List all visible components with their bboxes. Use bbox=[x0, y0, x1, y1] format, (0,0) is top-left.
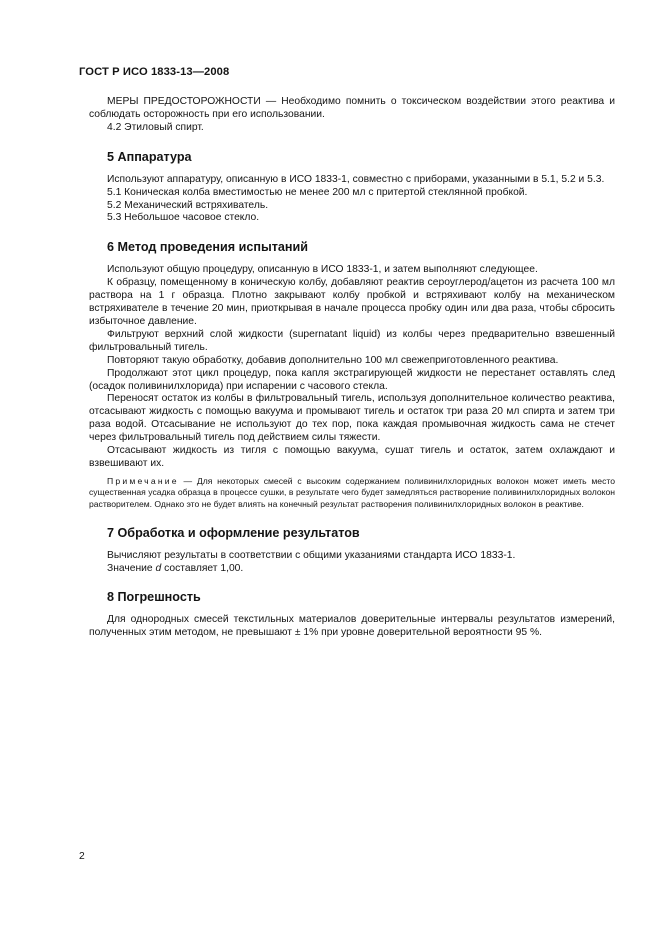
section-6-paragraph: К образцу, помещенному в коническую колбу, добавляют реактив сероуглерод/ацетон из расчета 100 мл раствора на 1 г образца. Плотно закрывают колбу пробкой и встряхивают колбу на механическом встряхивателе в течение 20 мин, приоткрывая в начале процесса пробку один или два раза, чтобы сбросить избыточное давление. bbox=[89, 277, 615, 327]
section-5-heading: 5 Аппаратура bbox=[107, 149, 192, 164]
value-prefix: Значение bbox=[107, 562, 156, 574]
section-6-paragraph: Переносят остаток из колбы в фильтровальный тигель, используя дополнительное количество реактива, отсасывают жидкость с помощью вакуума и промывают тигель и остаток три раза 20 мл спирта и затем три раза водой. Отсасывание не используют до тех пор, пока каждая промывочная жидкость сама не стечет через фильтровальный тигель под действием силы тяжести. bbox=[89, 393, 615, 444]
item-4-2: 4.2 Этиловый спирт. bbox=[107, 121, 204, 133]
caution-paragraph: МЕРЫ ПРЕДОСТОРОЖНОСТИ — Необходимо помнить о токсическом воздействии этого реактива и соблюдать осторожность при его использовании. bbox=[89, 96, 615, 120]
section-6-paragraph: Отсасывают жидкость из тигля с помощью вакуума, сушат тигель и остаток, затем охлаждают и взвешивают их. bbox=[89, 445, 615, 469]
page-number: 2 bbox=[79, 851, 85, 862]
item-5-3: 5.3 Небольшое часовое стекло. bbox=[107, 212, 260, 224]
note-text: — Для некоторых смесей с высоким содержанием поливинилхлоридных волокон может иметь место существенная усадка образца в процессе сушки, в результате чего будет замедляться растворение поливинилхлоридных волокон растворителем. Однако это не будет влиять на конечный результат растворения поливинилхлоридных волокон в реактиве. bbox=[89, 475, 615, 510]
section-7-heading: 7 Обработка и оформление результатов bbox=[107, 525, 360, 540]
value-variable: d bbox=[155, 562, 162, 574]
section-6-paragraph: Повторяют такую обработку, добавив дополнительно 100 мл свежеприготовленного реактива. bbox=[107, 354, 559, 366]
item-5-2: 5.2 Механический встряхиватель. bbox=[107, 199, 269, 211]
section-6-heading: 6 Метод проведения испытаний bbox=[107, 240, 308, 255]
value-suffix: составляет 1,00. bbox=[161, 562, 244, 574]
item-5-1: 5.1 Коническая колба вместимостью не менее 200 мл с притертой стеклянной пробкой. bbox=[107, 186, 528, 198]
section-6-paragraph: Продолжают этот цикл процедур, пока капля экстрагирующей жидкости не перестанет оставлять след (осадок поливинилхлорида) при испарении с часового стекла. bbox=[89, 367, 615, 392]
section-8-paragraph: Для однородных смесей текстильных материалов доверительные интервалы результатов измерений, полученных этим методом, не превышают ± 1% при уровне доверительной вероятности 95 %. bbox=[89, 614, 615, 639]
section-8-heading: 8 Погрешность bbox=[107, 590, 201, 605]
document-header: ГОСТ Р ИСО 1833-13—2008 bbox=[79, 66, 230, 78]
section-7-value-line bbox=[89, 563, 615, 576]
document-body bbox=[89, 96, 615, 640]
section-5-paragraph: Используют аппаратуру, описанную в ИСО 1833-1, совместно с приборами, указанными в 5.1, 5.2 и 5.3. bbox=[107, 173, 605, 185]
section-6-paragraph: Используют общую процедуру, описанную в ИСО 1833-1, и затем выполняют следующее. bbox=[107, 264, 538, 276]
section-6-paragraph: Фильтруют верхний слой жидкости (supernatant liquid) из колбы через предварительно взвешенный фильтровальный тигель. bbox=[89, 328, 615, 353]
section-7-paragraph: Вычисляют результаты в соответствии с общими указаниями стандарта ИСО 1833-1. bbox=[107, 549, 516, 561]
note-label: Примечание bbox=[107, 475, 179, 486]
note-paragraph bbox=[89, 476, 615, 511]
